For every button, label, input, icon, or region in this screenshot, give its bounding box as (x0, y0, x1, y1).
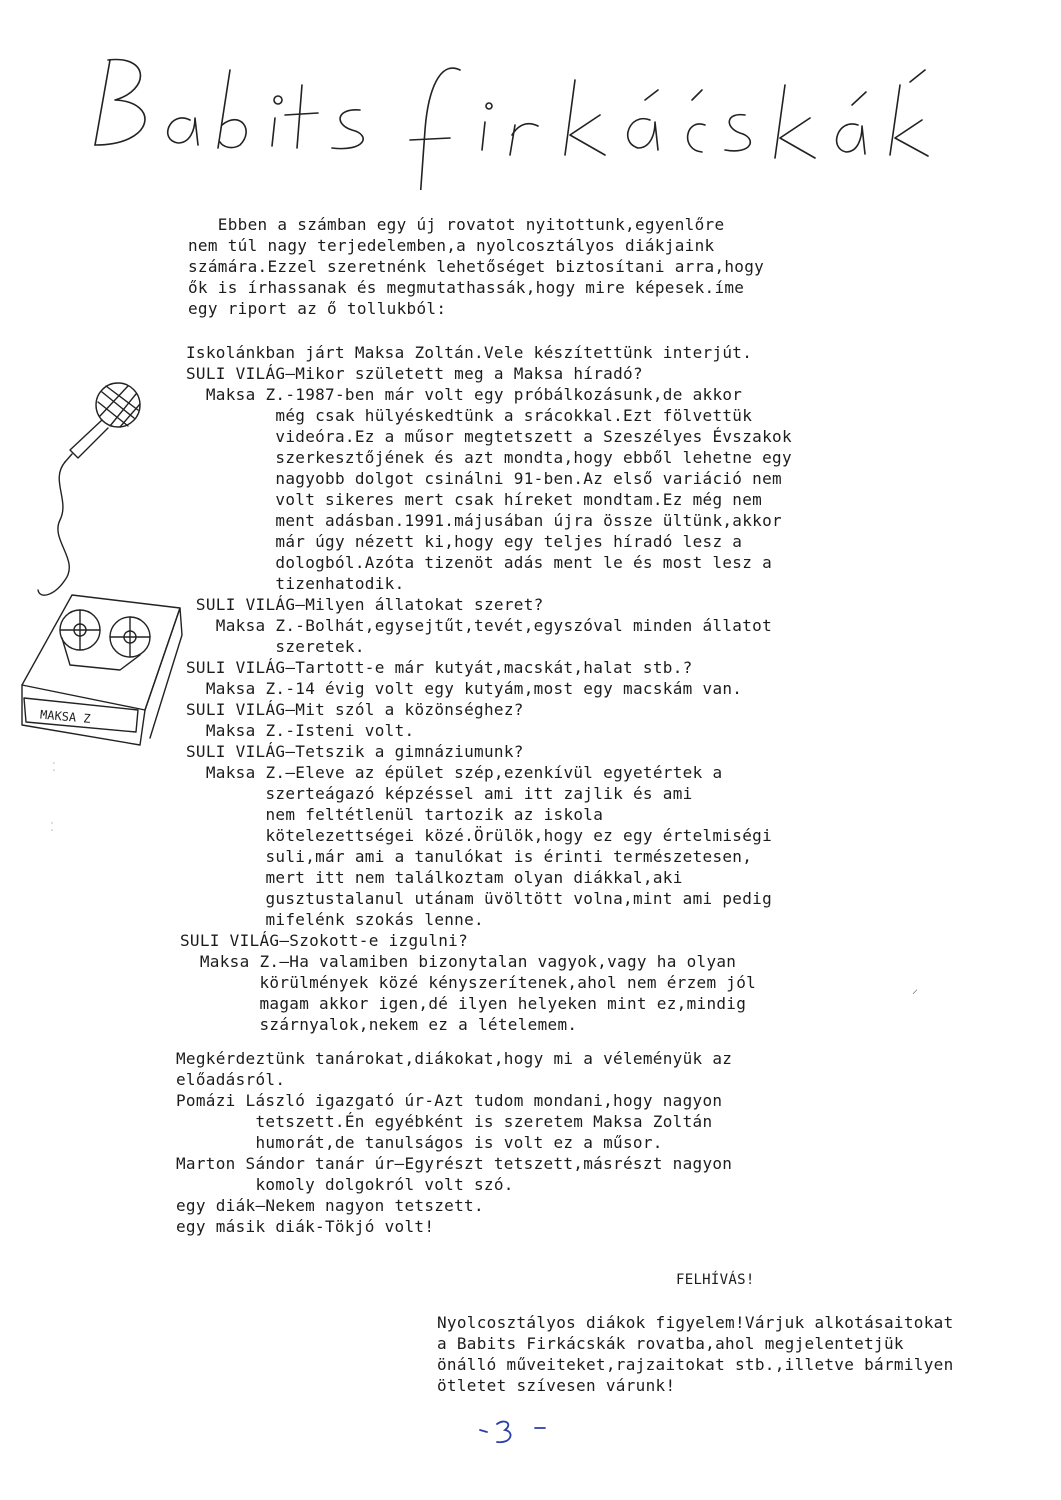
interview-line: szárnyalok,nekem ez a lételemem. (180, 1015, 578, 1034)
intro-line: ők is írhassanak és megmutathassák,hogy mire képesek.íme (188, 278, 745, 297)
interview-line: szerteágazó képzéssel ami itt zajlik és ami (186, 784, 693, 803)
interview-line: ment adásban.1991.májusában újra össze ültünk,akkor (186, 511, 782, 530)
notice-line: Nyolcosztályos diákok figyelem!Várjuk alkotásaitokat (437, 1313, 954, 1332)
opinion-line: humorát,de tanulságos is volt ez a műsor. (176, 1133, 663, 1152)
interview-line: Maksa Z.-1987-ben már volt egy próbálkozásunk,de akkor (186, 385, 743, 404)
interview-line: még csak hülyéskedtünk a srácokkal.Ezt fölvettük (186, 406, 753, 425)
interview-line: SULI VILÁG–Mit szól a közönséghez? (186, 700, 524, 719)
interview-line: Iskolánkban járt Maksa Zoltán.Vele készítettünk interjút. (186, 343, 753, 362)
interview-line: Maksa Z.–Ha valamiben bizonytalan vagyok,vagy ha olyan (180, 952, 737, 971)
interview-line: mert itt nem találkoztam olyan diákkal,aki (186, 868, 683, 887)
interview-line: szerkesztőjének és azt mondta,hogy ebből lehetne egy (186, 448, 792, 467)
opinion-line: Pomázi László igazgató úr-Azt tudom mondani,hogy nagyon (176, 1091, 723, 1110)
notice-line: a Babits Firkácskák rovatba,ahol megjelentetjük (437, 1334, 904, 1353)
intro-line: Ebben a számban egy új rovatot nyitottunk,egyenlőre (188, 215, 725, 234)
interview-line: Maksa Z.-Bolhát,egysejtűt,tevét,egyszóval minden állatot (186, 616, 773, 635)
opinion-line: Marton Sándor tanár úr–Egyrészt tetszett,másrészt nagyon (176, 1154, 733, 1173)
interview-line: nagyobb dolgot csinálni 91-ben.Az első variáció nem (186, 469, 782, 488)
interview-line: SULI VILÁG–Tartott-e már kutyát,macskát,halat stb.? (186, 658, 693, 677)
interview-line: gusztustalanul utánam üvöltött volna,mint ami pedig (186, 889, 773, 908)
interview-line: kötelezettségei közé.Örülök,hogy ez egy értelmiségi (186, 826, 773, 845)
sketch-icon (10, 380, 190, 750)
opinion-line: komoly dolgokról volt szó. (176, 1175, 514, 1194)
interview-line: volt sikeres mert csak híreket mondtam.Ez még nem (186, 490, 763, 509)
interview-line: már úgy nézett ki,hogy egy teljes híradó lesz a (186, 532, 743, 551)
opinion-line: Megkérdeztünk tanárokat,diákokat,hogy mi a véleményük az (176, 1049, 733, 1068)
microphone-tape-recorder-drawing (10, 380, 190, 750)
opinion-line: egy másik diák-Tökjó volt! (176, 1217, 435, 1236)
interview-line: körülmények közé kényszerítenek,ahol nem érzem jól (180, 973, 757, 992)
scan-speck: ⁚ (52, 760, 56, 774)
interview-line: dologból.Azóta tizenöt adás ment le és most lesz a (186, 553, 773, 572)
handwritten-title-image (40, 30, 940, 190)
opinion-line: tetszett.Én egyébként is szeretem Maksa Zoltán (176, 1112, 713, 1131)
interview-line: SULI VILÁG–Milyen állatokat szeret? (186, 595, 544, 614)
notice-line: ötletet szívesen várunk! (437, 1376, 676, 1395)
scan-speck: ⸝ (912, 982, 919, 996)
intro-line: egy riport az ő tollukból: (188, 299, 447, 318)
scan-speck: ⁚ (50, 820, 54, 834)
interview-line: mifelénk szokás lenne. (186, 910, 484, 929)
opinion-line: előadásról. (176, 1070, 286, 1089)
interview-line: videóra.Ez a műsor megtetszett a Szeszélyes Évszakok (186, 427, 792, 446)
interview-line: tizenhatodik. (186, 574, 405, 593)
interview-line: Maksa Z.–Eleve az épület szép,ezenkívül egyetértek a (186, 763, 723, 782)
interview-line: szeretek. (186, 637, 365, 656)
interview-line: nem feltétlenül tartozik az iskola (186, 805, 604, 824)
interview-line: SULI VILÁG–Szokott-e izgulni? (180, 931, 469, 950)
interview-line: magam akkor igen,dé ilyen helyeken mint ez,mindig (180, 994, 747, 1013)
page-title (40, 30, 940, 190)
interview-line: suli,már ami a tanulókat is érinti természetesen, (186, 847, 753, 866)
page-number-handwriting (475, 1410, 565, 1450)
intro-line: számára.Ezzel szeretnénk lehetőséget biztosítani arra,hogy (188, 257, 765, 276)
notice-line: önálló műveiteket,rajzaitokat stb.,illetve bármilyen (437, 1355, 954, 1374)
drawing-label: MAKSA Z (39, 707, 92, 726)
interview-line: Maksa Z.-14 évig volt egy kutyám,most egy macskám van. (186, 679, 743, 698)
page-number (475, 1410, 565, 1450)
interview-line: SULI VILÁG–Tetszik a gimnáziumunk? (186, 742, 524, 761)
notice-heading: FELHÍVÁS! (676, 1272, 755, 1288)
opinion-line: egy diák–Nekem nagyon tetszett. (176, 1196, 484, 1215)
interview-line: SULI VILÁG–Mikor született meg a Maksa híradó? (186, 364, 643, 383)
intro-line: nem túl nagy terjedelemben,a nyolcosztályos diákjaink (188, 236, 715, 255)
interview-line: Maksa Z.-Isteni volt. (186, 721, 415, 740)
